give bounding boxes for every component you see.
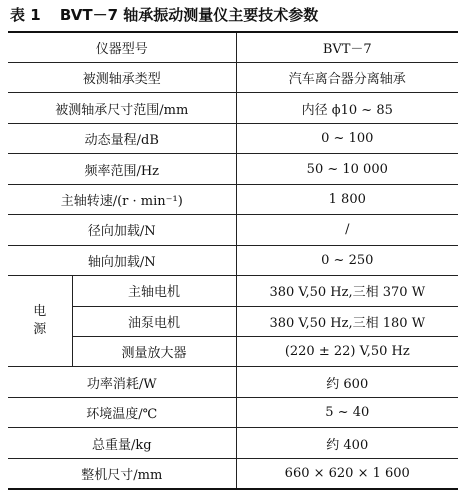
header-param-cell: 仪器型号 [8, 32, 236, 62]
value-cell: / [236, 215, 458, 245]
param-cell: 总重量/kg [8, 428, 236, 458]
value-cell: 0 ~ 250 [236, 245, 458, 275]
param-cell: 被测轴承类型 [8, 62, 236, 92]
value-cell: 约 400 [236, 428, 458, 458]
param-cell: 功率消耗/W [8, 367, 236, 397]
table-row [8, 337, 458, 367]
table-row [8, 93, 458, 123]
value-cell: 约 600 [236, 367, 458, 397]
table-title: BVT－7 轴承振动测量仪主要技术参数 [59, 6, 319, 24]
param-cell: 主轴转速/(r · min⁻¹) [8, 184, 236, 214]
header-value-cell: BVT－7 [236, 32, 458, 62]
power-group-char: 源 [33, 322, 47, 338]
param-cell: 环境温度/℃ [8, 397, 236, 427]
value-cell: 1 800 [236, 184, 458, 214]
param-cell: 被测轴承尺寸范围/mm [8, 93, 236, 123]
spec-table [8, 31, 458, 490]
power-group-label [8, 276, 72, 367]
table-caption [0, 0, 463, 30]
table-row [8, 184, 458, 214]
param-cell: 径向加载/N [8, 215, 236, 245]
param-cell: 轴向加载/N [8, 245, 236, 275]
table-row [8, 458, 458, 489]
value-cell: 0 ~ 100 [236, 123, 458, 153]
param-cell: 主轴电机 [72, 276, 236, 306]
table-row [8, 397, 458, 427]
table-header-row [8, 32, 458, 62]
table-row [8, 276, 458, 306]
param-cell: 油泵电机 [72, 306, 236, 336]
param-cell: 测量放大器 [72, 337, 236, 367]
table-row [8, 154, 458, 184]
param-cell: 整机尺寸/mm [8, 458, 236, 489]
table-row [8, 367, 458, 397]
value-cell: 5 ~ 40 [236, 397, 458, 427]
value-cell: 汽车离合器分离轴承 [236, 62, 458, 92]
table-row [8, 428, 458, 458]
table-row [8, 306, 458, 336]
param-cell: 动态量程/dB [8, 123, 236, 153]
value-cell: 380 V,50 Hz,三相 370 W [236, 276, 458, 306]
value-cell: 50 ~ 10 000 [236, 154, 458, 184]
power-group-char: 电 [33, 304, 47, 320]
value-cell: (220 ± 22) V,50 Hz [236, 337, 458, 367]
value-cell: 内径 ϕ10 ~ 85 [236, 93, 458, 123]
param-cell: 频率范围/Hz [8, 154, 236, 184]
value-cell: 380 V,50 Hz,三相 180 W [236, 306, 458, 336]
table-row [8, 245, 458, 275]
table-row [8, 215, 458, 245]
table-number: 表 1 [10, 6, 41, 24]
table-row [8, 123, 458, 153]
value-cell: 660 × 620 × 1 600 [236, 458, 458, 489]
table-row [8, 62, 458, 92]
